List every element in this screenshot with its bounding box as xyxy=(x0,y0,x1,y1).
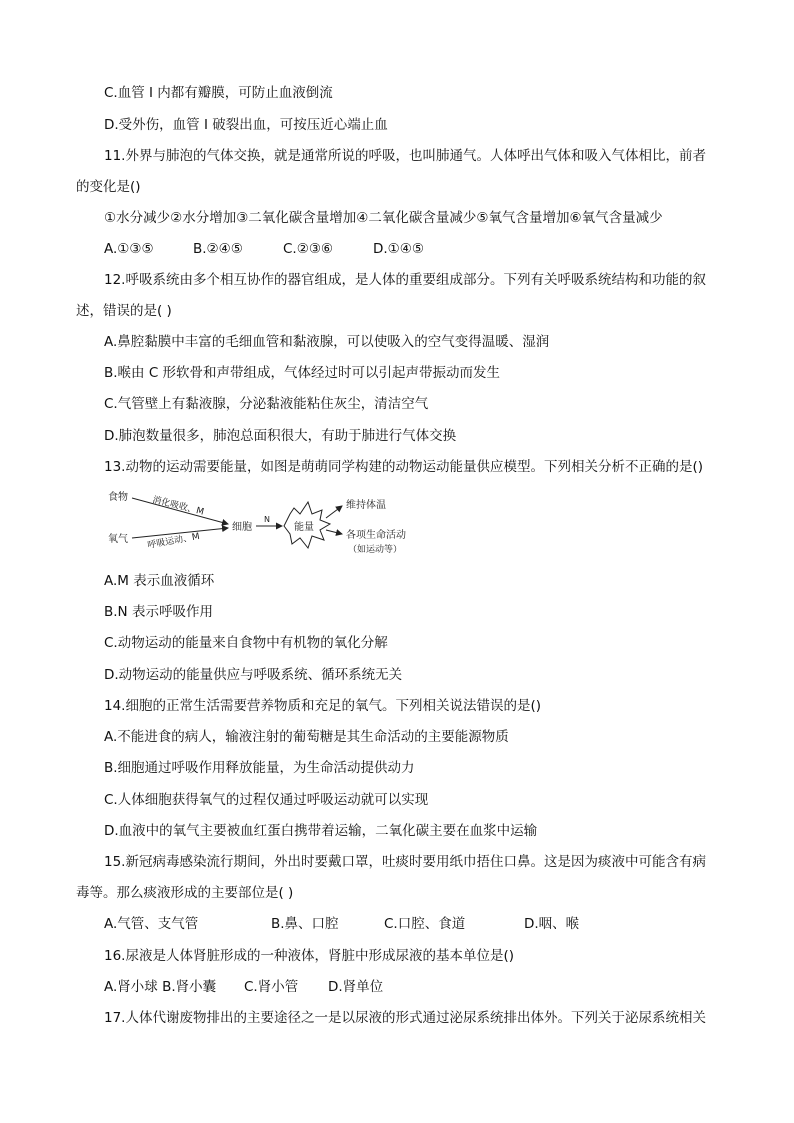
q12-option-a: A.鼻腔黏膜中丰富的毛细血管和黏液腺，可以使吸入的空气变得温暖、湿润 xyxy=(104,334,550,350)
diagram-example-label: （如运动等） xyxy=(348,545,403,555)
diagram-breath-label: 呼吸运动、M xyxy=(146,531,201,551)
q16-option-c: C.肾小管 xyxy=(244,979,299,995)
diagram-n-label: N xyxy=(264,515,270,524)
question-11-stem: 11.外界与肺泡的气体交换，就是通常所说的呼吸，也叫肺通气。人体呼出气体和吸入气体相比，前者 xyxy=(104,148,706,164)
q16-option-d: D.肾单位 xyxy=(328,979,384,995)
question-15-stem: 15.新冠病毒感染流行期间，外出时要戴口罩，吐痰时要用纸巾捂住口鼻。这是因为痰液中可能含有病 xyxy=(104,854,706,870)
question-14-stem: 14.细胞的正常生活需要营养物质和充足的氧气。下列相关说法错误的是() xyxy=(104,698,542,714)
q15-option-d: D.咽、喉 xyxy=(524,916,580,932)
diagram-temp-arrow xyxy=(326,506,342,518)
question-11-stem-cont: 的变化是() xyxy=(76,179,141,195)
q13-option-b: B.N 表示呼吸作用 xyxy=(104,604,213,620)
diagram-food-label: 食物 xyxy=(108,492,128,503)
line-q10-option-c: C.血管 I 内都有瓣膜，可防止血液倒流 xyxy=(104,85,333,101)
question-15-stem-cont: 毒等。那么痰液形成的主要部位是( ) xyxy=(76,885,294,901)
q11-option-c: C.②③⑥ xyxy=(283,241,334,257)
diagram-activities-label: 各项生命活动 xyxy=(346,530,406,541)
q13-option-d: D.动物运动的能量供应与呼吸系统、循环系统无关 xyxy=(104,667,403,683)
question-12-stem-cont: 述，错误的是( ) xyxy=(76,303,172,319)
q11-option-d: D.①④⑤ xyxy=(373,241,424,257)
q14-option-d: D.血液中的氧气主要被血红蛋白携带着运输，二氧化碳主要在血浆中运输 xyxy=(104,823,538,839)
energy-supply-diagram xyxy=(104,484,424,556)
q14-option-c: C.人体细胞获得氧气的过程仅通过呼吸运动就可以实现 xyxy=(104,792,429,808)
q14-option-b: B.细胞通过呼吸作用释放能量，为生命活动提供动力 xyxy=(104,760,415,776)
q13-option-c: C.动物运动的能量来自食物中有机物的氧化分解 xyxy=(104,635,388,651)
q15-option-c: C.口腔、食道 xyxy=(384,916,466,932)
question-13-stem: 13.动物的运动需要能量，如图是萌萌同学构建的动物运动能量供应模型。下列相关分析不正确的是() xyxy=(104,459,704,475)
diagram-activity-arrow xyxy=(326,530,342,534)
diagram-cell-label: 细胞 xyxy=(232,522,252,533)
question-16-stem: 16.尿液是人体肾脏形成的一种液体，肾脏中形成尿液的基本单位是() xyxy=(104,948,515,964)
q12-option-b: B.喉由 C 形软骨和声带组成，气体经过时可以引起声带振动而发生 xyxy=(104,365,501,381)
line-q10-option-d: D.受外伤，血管 I 破裂出血，可按压近心端止血 xyxy=(104,117,388,133)
diagram-keep-temp-label: 维持体温 xyxy=(346,500,386,511)
q11-option-b: B.②④⑤ xyxy=(193,241,243,257)
diagram-digest-label: 消化吸收、M xyxy=(151,495,205,518)
diagram-energy-label: 能量 xyxy=(294,522,314,533)
q14-option-a: A.不能进食的病人，输液注射的葡萄糖是其生命活动的主要能源物质 xyxy=(104,729,509,745)
q15-option-a: A.气管、支气管 xyxy=(104,916,199,932)
q15-option-b: B.鼻、口腔 xyxy=(271,916,339,932)
question-11-items: ①水分减少②水分增加③二氧化碳含量增加④二氧化碳含量减少⑤氧气含量增加⑥氧气含量减少 xyxy=(104,210,663,226)
q11-option-a: A.①③⑤ xyxy=(104,241,154,257)
q12-option-d: D.肺泡数量很多，肺泡总面积很大，有助于肺进行气体交换 xyxy=(104,428,457,444)
question-12-stem: 12.呼吸系统由多个相互协作的器官组成，是人体的重要组成部分。下列有关呼吸系统结构和功能的叙 xyxy=(104,272,706,288)
diagram-oxygen-label: 氧气 xyxy=(108,534,128,545)
q12-option-c: C.气管壁上有黏液腺，分泌黏液能粘住灰尘，清洁空气 xyxy=(104,396,429,412)
question-17-stem: 17.人体代谢废物排出的主要途径之一是以尿液的形式通过泌尿系统排出体外。下列关于泌尿系统相关 xyxy=(104,1010,706,1026)
q13-option-a: A.M 表示血液循环 xyxy=(104,573,215,589)
q16-option-ab: A.肾小球 B.肾小囊 xyxy=(104,979,217,995)
